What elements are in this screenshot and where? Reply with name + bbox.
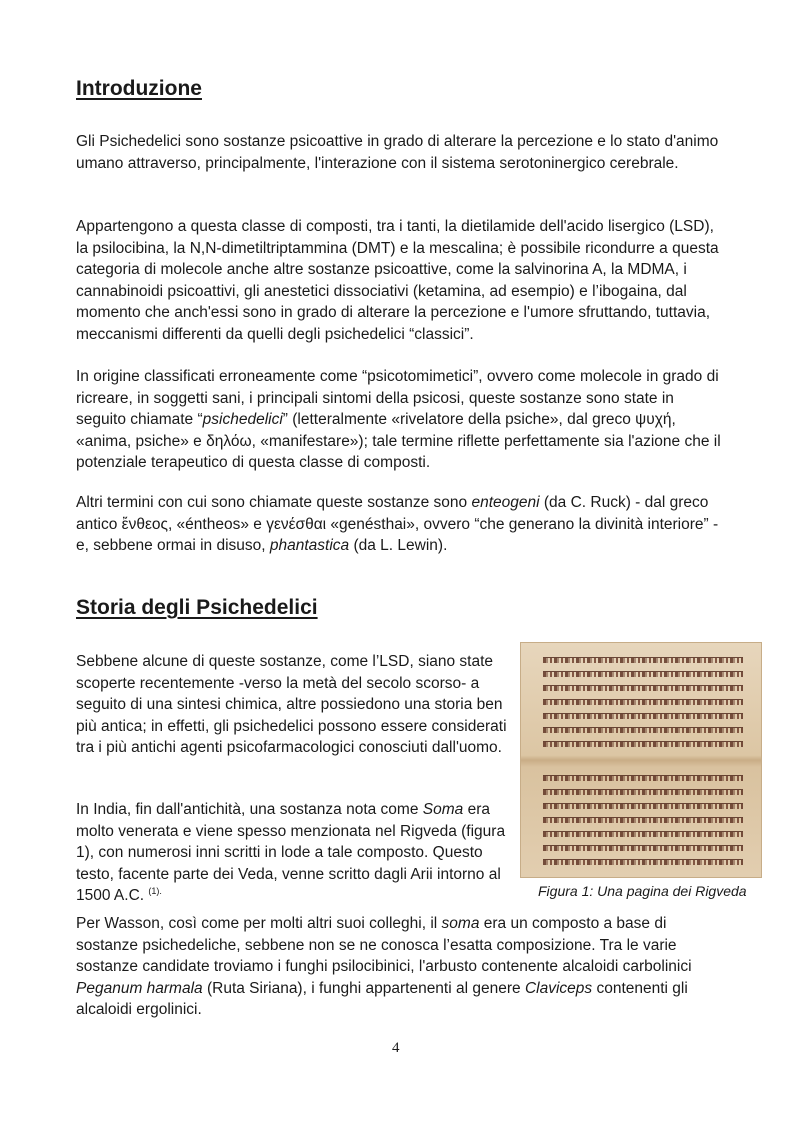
text-span: Altri termini con cui sono chiamate queste sostanze sono — [76, 494, 472, 511]
paragraph-storia-3 — [76, 913, 726, 1021]
italic-term-phantastica: phantastica — [269, 537, 350, 554]
text-span: (da L. Lewin). — [349, 537, 448, 554]
text-span: Per Wasson, così come per molti altri suoi colleghi, il — [76, 915, 442, 932]
citation-superscript: (1). — [148, 886, 162, 896]
text-span: (Ruta Siriana), i funghi appartenenti al genere — [202, 979, 525, 997]
page-number: 4 — [392, 1040, 400, 1056]
text-span: In India, fin dall'antichità, una sostanza nota come — [76, 801, 423, 818]
text-span: ” (letteralmente «rivelatore della psiche», dal greco ψυχή, «anima, psiche» e δηλόω, «manifestare»); tale termine riflette perfettamente sia l'azione che il potenziale terapeutico di questa classe di composti. — [76, 411, 721, 471]
script-line — [543, 671, 743, 677]
rigveda-manuscript-image — [520, 642, 762, 878]
italic-term-soma: Soma — [422, 801, 464, 818]
paragraph-storia-2 — [76, 799, 512, 907]
italic-term-enteogeni: enteogeni — [471, 494, 540, 511]
script-line — [543, 699, 743, 705]
heading-introduzione: Introduzione — [76, 77, 202, 100]
script-line — [543, 727, 743, 733]
script-line — [543, 789, 743, 795]
paragraph-intro-2: Appartengono a questa classe di composti, tra i tanti, la dietilamide dell'acido lisergico (LSD), la psilocibina, la N,N-dimetiltriptammina (DMT) e la mescalina; è possibile ricondurre a questa categoria di molecole anche altre sostanze psicoattive, come la salvinorina A, la MDMA, i cannabinoidi psicoattivi, gli anestetici dissociativi (ketamina, ad esempio) e l’ibogaina, dal momento che anch'essi sono in grado di alterare la percezione e l'umore sfruttando, tuttavia, meccanismi differenti da quelli degli psichedelici “classici”. — [76, 218, 719, 343]
script-line — [543, 803, 743, 809]
script-line — [543, 741, 743, 747]
script-line — [543, 685, 743, 691]
script-line — [543, 831, 743, 837]
heading-storia: Storia degli Psichedelici — [76, 596, 318, 619]
script-line — [543, 657, 743, 663]
script-line — [543, 713, 743, 719]
italic-term-soma: soma — [441, 915, 480, 932]
italic-term-peganum-harmala: Peganum harmala — [76, 979, 203, 997]
text-span: (da C. Ruck) - dal greco antico ἔνθεος, «éntheos» e γενέσθαι «genésthai», ovvero “che generano la divinità interiore” - e, sebbene ormai in disuso, — [76, 494, 719, 554]
paragraph-intro-1: Gli Psichedelici sono sostanze psicoattive in grado di alterare la percezione e lo stato d'animo umano attraverso, principalmente, l'interazione con il sistema serotoninergico cerebrale. — [76, 133, 719, 172]
text-span: era un composto a base di sostanze psichedeliche, sebbene non se ne conosca l’esatta composizione. Tra le varie sostanze candidate troviamo i funghi psilocibinici, l'arbusto contenente alcaloidi carbolinici — [76, 915, 692, 975]
figure-caption: Figura 1: Una pagina dei Rigveda — [538, 883, 747, 899]
text-span: era molto venerata e viene spesso menzionata nel Rigveda (figura 1), con numerosi inni scritti in lode a tale composto. Questo testo, facente parte dei Veda, venne scritto dagli Arii intorno al 1500 A.C. — [76, 801, 506, 904]
paragraph-intro-3 — [76, 366, 726, 474]
text-span: contenenti gli alcaloidi ergolinici. — [76, 979, 688, 1018]
italic-term-claviceps: Claviceps — [524, 979, 593, 997]
paragraph-storia-1: Sebbene alcune di queste sostanze, come l’LSD, siano state scoperte recentemente -verso la metà del secolo scorso- a seguito di una sintesi chimica, altre possiedono una storia ben più antica; in effetti, gli psichedelici possono essere considerati tra i più antichi agenti psicofarmacologici conosciuti dall'uomo. — [76, 653, 507, 756]
script-line — [543, 817, 743, 823]
script-line — [543, 859, 743, 865]
paragraph-intro-4 — [76, 492, 726, 557]
script-line — [543, 845, 743, 851]
script-line — [543, 775, 743, 781]
italic-term-psichedelici: psichedelici — [202, 411, 283, 428]
text-span: In origine classificati erroneamente come “psicotomimetici”, ovvero come molecole in grado di ricreare, in soggetti sani, i principali sintomi della psicosi, queste sostanze sono state in seguito chiamate “ — [76, 368, 719, 428]
